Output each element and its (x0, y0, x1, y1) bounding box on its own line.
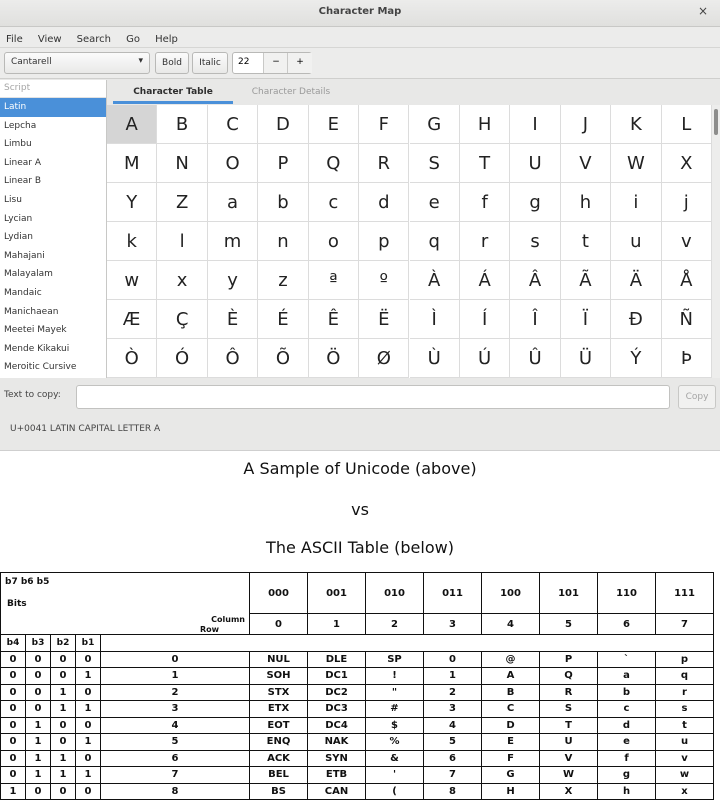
script-item-limbu[interactable]: Limbu (4, 139, 32, 150)
ascii-header-bits-row (1, 573, 714, 614)
character-cell[interactable]: C (208, 105, 258, 144)
character-cell[interactable]: i (611, 183, 661, 222)
character-cell[interactable]: a (208, 183, 258, 222)
ascii-row-bit: 0 (26, 651, 51, 668)
ascii-corner-header (1, 573, 250, 635)
ascii-row-number: 2 (101, 684, 250, 701)
ascii-table-row (1, 750, 714, 767)
ascii-row-bit: 1 (76, 701, 101, 718)
tab-character-table[interactable]: Character Table (113, 80, 233, 104)
character-cell[interactable]: M (107, 144, 157, 183)
ascii-row-number: 3 (101, 701, 250, 718)
ascii-code-cell: b (598, 684, 656, 701)
character-cell[interactable]: E (309, 105, 359, 144)
italic-button[interactable]: Italic (192, 52, 228, 74)
ascii-code-cell: w (656, 767, 714, 784)
ascii-code-cell: 6 (424, 750, 482, 767)
ascii-code-cell: BS (250, 783, 308, 800)
ascii-code-cell: v (656, 750, 714, 767)
ascii-code-cell: g (598, 767, 656, 784)
ascii-table-row (1, 767, 714, 784)
script-item-linear-a[interactable]: Linear A (4, 157, 41, 168)
ascii-code-cell: H (482, 783, 540, 800)
character-cell[interactable]: Ò (107, 339, 157, 378)
character-cell[interactable]: Ç (157, 300, 207, 339)
character-cell[interactable]: Î (510, 300, 560, 339)
ascii-column-bits: 100 (482, 573, 540, 614)
ascii-code-cell: 3 (424, 701, 482, 718)
ascii-row-bit: 1 (26, 717, 51, 734)
tab-character-details[interactable]: Character Details (251, 87, 331, 97)
window-title: Character Map (318, 6, 402, 17)
ascii-code-cell: ETX (250, 701, 308, 718)
script-item-lepcha[interactable]: Lepcha (4, 120, 37, 131)
ascii-code-cell: NUL (250, 651, 308, 668)
ascii-code-cell: DC2 (308, 684, 366, 701)
script-item-lisu[interactable]: Lisu (4, 194, 22, 205)
ascii-code-cell: NAK (308, 734, 366, 751)
ascii-code-cell: c (598, 701, 656, 718)
ascii-header-spacer (101, 635, 714, 652)
ascii-code-cell: # (366, 701, 424, 718)
ascii-code-cell: Q (540, 668, 598, 685)
ascii-row-bit: 0 (76, 783, 101, 800)
menu-go[interactable]: Go (126, 34, 140, 45)
ascii-code-cell: U (540, 734, 598, 751)
character-cell[interactable]: Þ (662, 339, 712, 378)
ascii-column-bits: 011 (424, 573, 482, 614)
ascii-code-cell: SP (366, 651, 424, 668)
ascii-table-row (1, 734, 714, 751)
character-cell[interactable]: Ë (359, 300, 409, 339)
script-item-latin[interactable]: Latin (0, 98, 106, 117)
ascii-column-bits: 110 (598, 573, 656, 614)
ascii-bit-header: b4 (1, 635, 26, 652)
character-cell[interactable]: o (309, 222, 359, 261)
character-cell[interactable]: k (107, 222, 157, 261)
ascii-code-cell: a (598, 668, 656, 685)
character-cell[interactable]: r (460, 222, 510, 261)
ascii-column-number: 2 (366, 614, 424, 635)
ascii-column-bits: 010 (366, 573, 424, 614)
character-cell[interactable]: F (359, 105, 409, 144)
ascii-table-row (1, 684, 714, 701)
character-cell[interactable]: c (309, 183, 359, 222)
ascii-column-number: 7 (656, 614, 714, 635)
character-cell[interactable]: d (359, 183, 409, 222)
status-bar-text: U+0041 LATIN CAPITAL LETTER A (10, 424, 161, 434)
ascii-code-cell: $ (366, 717, 424, 734)
script-list (0, 80, 107, 378)
ascii-row-number: 8 (101, 783, 250, 800)
ascii-bit-header: b2 (51, 635, 76, 652)
ascii-row-bit: 1 (51, 767, 76, 784)
character-cell[interactable]: Ö (309, 339, 359, 378)
character-cell[interactable]: Ð (611, 300, 661, 339)
ascii-code-cell: 4 (424, 717, 482, 734)
ascii-code-cell: 7 (424, 767, 482, 784)
ascii-row-bit: 0 (51, 734, 76, 751)
title-bar (0, 0, 720, 27)
script-item-mandaic[interactable]: Mandaic (4, 287, 42, 298)
character-cell[interactable]: A (107, 105, 157, 144)
ascii-row-bit: 0 (1, 717, 26, 734)
character-cell[interactable]: O (208, 144, 258, 183)
character-cell[interactable]: x (157, 261, 207, 300)
toolbar (0, 48, 720, 79)
dropdown-arrow-icon: ▾ (138, 56, 143, 66)
ascii-column-number: 5 (540, 614, 598, 635)
ascii-row-bit: 0 (51, 668, 76, 685)
row-label: Row (199, 625, 219, 634)
ascii-code-cell: SOH (250, 668, 308, 685)
ascii-code-cell: X (540, 783, 598, 800)
bits-label: Bits (7, 599, 27, 609)
ascii-row-bit: 0 (76, 684, 101, 701)
ascii-code-cell: D (482, 717, 540, 734)
character-cell[interactable]: Û (510, 339, 560, 378)
ascii-row-bit: 1 (51, 684, 76, 701)
ascii-row-number: 4 (101, 717, 250, 734)
ascii-code-cell: e (598, 734, 656, 751)
character-cell[interactable]: Æ (107, 300, 157, 339)
script-item-lycian[interactable]: Lycian (4, 213, 33, 224)
ascii-row-bit: 1 (1, 783, 26, 800)
character-cell[interactable]: L (662, 105, 712, 144)
character-cell[interactable]: V (561, 144, 611, 183)
copy-row (0, 382, 720, 410)
ascii-row-number: 6 (101, 750, 250, 767)
character-cell[interactable]: u (611, 222, 661, 261)
menu-view[interactable]: View (37, 34, 62, 45)
ascii-row-bit: 0 (1, 750, 26, 767)
ascii-code-cell: @ (482, 651, 540, 668)
character-cell[interactable]: z (258, 261, 308, 300)
character-cell[interactable]: K (611, 105, 661, 144)
ascii-code-cell: F (482, 750, 540, 767)
character-cell[interactable]: f (460, 183, 510, 222)
ascii-code-cell: q (656, 668, 714, 685)
ascii-code-cell: t (656, 717, 714, 734)
column-label: Column (211, 615, 245, 624)
character-cell[interactable]: Ó (157, 339, 207, 378)
character-cell[interactable]: Ï (561, 300, 611, 339)
character-cell[interactable]: I (510, 105, 560, 144)
character-cell[interactable]: s (510, 222, 560, 261)
ascii-row-bit: 0 (1, 668, 26, 685)
ascii-row-bit: 1 (26, 750, 51, 767)
ascii-code-cell: EOT (250, 717, 308, 734)
character-cell[interactable]: P (258, 144, 308, 183)
text-to-copy-input[interactable] (76, 385, 670, 409)
ascii-column-bits: 111 (656, 573, 714, 614)
character-cell[interactable]: X (662, 144, 712, 183)
ascii-row-bit: 0 (26, 783, 51, 800)
character-cell[interactable]: Y (107, 183, 157, 222)
character-cell[interactable]: e (410, 183, 460, 222)
character-cell[interactable]: n (258, 222, 308, 261)
ascii-code-cell: ENQ (250, 734, 308, 751)
ascii-code-cell: A (482, 668, 540, 685)
ascii-column-bits: 001 (308, 573, 366, 614)
ascii-code-cell: B (482, 684, 540, 701)
ascii-code-cell: S (540, 701, 598, 718)
ascii-table-row (1, 651, 714, 668)
script-search-placeholder[interactable]: Script (0, 80, 106, 98)
character-cell[interactable]: Õ (258, 339, 308, 378)
character-cell[interactable]: Ñ (662, 300, 712, 339)
ascii-code-cell: 0 (424, 651, 482, 668)
script-item-linear-b[interactable]: Linear B (4, 176, 42, 187)
ascii-row-bit: 1 (76, 767, 101, 784)
ascii-row-bit: 0 (1, 701, 26, 718)
script-item-meroitic-cursive[interactable]: Meroitic Cursive (4, 362, 77, 373)
ascii-code-cell: 5 (424, 734, 482, 751)
ascii-code-cell: ACK (250, 750, 308, 767)
ascii-row-bit: 0 (26, 684, 51, 701)
ascii-code-cell: ETB (308, 767, 366, 784)
ascii-row-bit: 1 (26, 767, 51, 784)
caption-vs: vs (351, 500, 369, 519)
ascii-code-cell: 2 (424, 684, 482, 701)
character-cell[interactable]: w (107, 261, 157, 300)
character-cell[interactable]: Ý (611, 339, 661, 378)
ascii-row-bit: 0 (26, 701, 51, 718)
ascii-code-cell: " (366, 684, 424, 701)
ascii-code-cell: R (540, 684, 598, 701)
ascii-code-cell: r (656, 684, 714, 701)
ascii-code-cell: s (656, 701, 714, 718)
ascii-code-cell: DC1 (308, 668, 366, 685)
character-grid-scrollbar[interactable] (712, 105, 720, 378)
ascii-code-cell: V (540, 750, 598, 767)
character-cell[interactable]: D (258, 105, 308, 144)
character-cell[interactable]: º (359, 261, 409, 300)
caption-unicode: A Sample of Unicode (above) (243, 459, 477, 478)
font-selector[interactable] (4, 52, 150, 74)
ascii-table-row (1, 717, 714, 734)
menu-bar (0, 27, 720, 48)
character-cell[interactable]: È (208, 300, 258, 339)
script-item-manichaean[interactable]: Manichaean (4, 306, 59, 317)
character-cell[interactable]: H (460, 105, 510, 144)
ascii-code-cell: DLE (308, 651, 366, 668)
character-cell[interactable]: W (611, 144, 661, 183)
ascii-row-bit: 0 (1, 651, 26, 668)
ascii-row-number: 7 (101, 767, 250, 784)
character-cell[interactable]: l (157, 222, 207, 261)
ascii-table-row (1, 701, 714, 718)
character-cell[interactable]: Á (460, 261, 510, 300)
ascii-code-cell: 1 (424, 668, 482, 685)
ascii-bit-header: b1 (76, 635, 101, 652)
character-cell[interactable]: Í (460, 300, 510, 339)
ascii-column-number: 3 (424, 614, 482, 635)
character-cell[interactable]: b (258, 183, 308, 222)
script-item-lydian[interactable]: Lydian (4, 232, 33, 243)
ascii-code-cell: ! (366, 668, 424, 685)
character-cell[interactable]: Ô (208, 339, 258, 378)
ascii-row-number: 0 (101, 651, 250, 668)
character-cell[interactable]: T (460, 144, 510, 183)
character-cell[interactable]: Q (309, 144, 359, 183)
ascii-row-bit: 0 (51, 651, 76, 668)
character-cell[interactable]: Â (510, 261, 560, 300)
increase-size-button[interactable]: + (287, 53, 312, 73)
character-cell[interactable]: J (561, 105, 611, 144)
character-cell[interactable]: Ã (561, 261, 611, 300)
character-cell[interactable]: Ì (410, 300, 460, 339)
character-cell[interactable]: Z (157, 183, 207, 222)
script-item-malayalam[interactable]: Malayalam (4, 269, 53, 280)
character-cell[interactable]: p (359, 222, 409, 261)
scrollbar-thumb[interactable] (714, 109, 718, 135)
ascii-code-cell: CAN (308, 783, 366, 800)
close-icon[interactable]: × (697, 4, 708, 18)
ascii-row-bit: 0 (1, 734, 26, 751)
ascii-row-bit: 0 (76, 717, 101, 734)
character-cell[interactable]: U (510, 144, 560, 183)
character-cell[interactable]: Ê (309, 300, 359, 339)
ascii-column-number: 4 (482, 614, 540, 635)
ascii-code-cell: E (482, 734, 540, 751)
ascii-row-number: 5 (101, 734, 250, 751)
ascii-code-cell: & (366, 750, 424, 767)
ascii-code-cell: G (482, 767, 540, 784)
ascii-code-cell: x (656, 783, 714, 800)
ascii-code-cell: C (482, 701, 540, 718)
ascii-table-row (1, 668, 714, 685)
ascii-table-row (1, 783, 714, 800)
character-cell[interactable]: É (258, 300, 308, 339)
ascii-code-cell: h (598, 783, 656, 800)
ascii-column-number: 1 (308, 614, 366, 635)
font-size-spinner[interactable] (232, 52, 312, 74)
ascii-code-cell: u (656, 734, 714, 751)
character-cell[interactable]: B (157, 105, 207, 144)
character-cell[interactable]: Ù (410, 339, 460, 378)
character-cell[interactable]: R (359, 144, 409, 183)
ascii-row-bit: 0 (51, 717, 76, 734)
ascii-code-cell: ' (366, 767, 424, 784)
ascii-code-cell: DC4 (308, 717, 366, 734)
ascii-code-cell: BEL (250, 767, 308, 784)
ascii-row-bit: 1 (76, 668, 101, 685)
ascii-code-cell: % (366, 734, 424, 751)
character-cell[interactable]: m (208, 222, 258, 261)
ascii-column-bits: 101 (540, 573, 598, 614)
ascii-row-bit: 0 (76, 651, 101, 668)
ascii-code-cell: P (540, 651, 598, 668)
ascii-code-cell: ( (366, 783, 424, 800)
character-cell[interactable]: j (662, 183, 712, 222)
character-grid (107, 105, 712, 378)
text-to-copy-label: Text to copy: (4, 390, 61, 400)
ascii-row-bit: 0 (76, 750, 101, 767)
character-cell[interactable]: t (561, 222, 611, 261)
ascii-code-cell: p (656, 651, 714, 668)
ascii-code-cell: ` (598, 651, 656, 668)
ascii-row-bit: 1 (51, 750, 76, 767)
ascii-row-bit: 0 (51, 783, 76, 800)
menu-help[interactable]: Help (155, 34, 178, 45)
tab-bar (107, 80, 720, 104)
script-item-meetei-mayek[interactable]: Meetei Mayek (4, 325, 67, 336)
ascii-code-cell: 8 (424, 783, 482, 800)
ascii-code-cell: W (540, 767, 598, 784)
ascii-row-bit: 1 (76, 734, 101, 751)
script-item-mahajani[interactable]: Mahajani (4, 250, 45, 261)
character-cell[interactable]: À (410, 261, 460, 300)
character-cell[interactable]: Ü (561, 339, 611, 378)
copy-button[interactable]: Copy (678, 385, 716, 409)
character-cell[interactable]: v (662, 222, 712, 261)
character-cell[interactable]: q (410, 222, 460, 261)
character-cell[interactable]: y (208, 261, 258, 300)
decrease-size-button[interactable]: − (263, 53, 288, 73)
character-cell[interactable]: N (157, 144, 207, 183)
menu-search[interactable]: Search (76, 34, 112, 45)
character-cell[interactable]: G (410, 105, 460, 144)
ascii-code-cell: STX (250, 684, 308, 701)
font-name: Cantarell (11, 57, 52, 67)
menu-file[interactable]: File (6, 34, 23, 45)
bit-label-b7b6b5: b7 b6 b5 (5, 577, 50, 587)
character-cell[interactable]: h (561, 183, 611, 222)
bold-button[interactable]: Bold (155, 52, 189, 74)
ascii-table (0, 572, 714, 801)
ascii-code-cell: DC3 (308, 701, 366, 718)
caption-ascii: The ASCII Table (below) (266, 538, 454, 557)
ascii-column-bits: 000 (250, 573, 308, 614)
ascii-bit-header: b3 (26, 635, 51, 652)
character-cell[interactable]: Å (662, 261, 712, 300)
ascii-code-cell: d (598, 717, 656, 734)
ascii-row-bit: 1 (51, 701, 76, 718)
character-cell[interactable]: ª (309, 261, 359, 300)
ascii-row-number: 1 (101, 668, 250, 685)
ascii-bit-header-row (1, 635, 714, 652)
ascii-row-bit: 0 (26, 668, 51, 685)
character-cell[interactable]: Ø (359, 339, 409, 378)
ascii-row-bit: 0 (1, 684, 26, 701)
script-item-mende-kikakui[interactable]: Mende Kikakui (4, 343, 70, 354)
character-cell[interactable]: Ú (460, 339, 510, 378)
font-size-value[interactable]: 22 (238, 57, 250, 67)
ascii-code-cell: f (598, 750, 656, 767)
character-cell[interactable]: Ä (611, 261, 661, 300)
ascii-column-number: 0 (250, 614, 308, 635)
ascii-column-number: 6 (598, 614, 656, 635)
character-cell[interactable]: g (510, 183, 560, 222)
ascii-row-bit: 0 (1, 767, 26, 784)
ascii-code-cell: SYN (308, 750, 366, 767)
ascii-code-cell: T (540, 717, 598, 734)
ascii-row-bit: 1 (26, 734, 51, 751)
character-cell[interactable]: S (410, 144, 460, 183)
